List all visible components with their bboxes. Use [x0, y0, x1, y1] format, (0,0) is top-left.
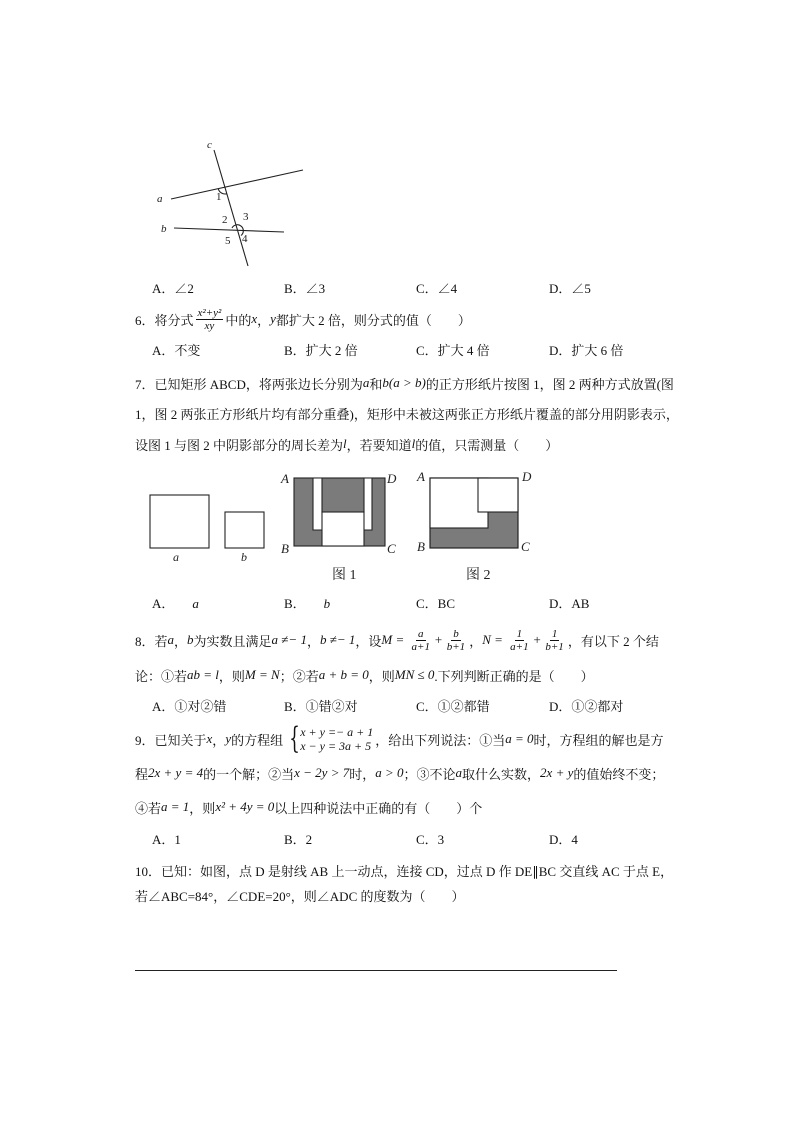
q9-text: 时，方程组的解也是方 — [533, 732, 664, 748]
option-value: 扩大 6 倍 — [571, 343, 624, 358]
q9-option-d — [549, 831, 578, 849]
figure-2 — [416, 469, 532, 583]
q6-option-b — [284, 342, 358, 360]
equation-system — [285, 721, 374, 756]
q8-math: a + b = 0 — [318, 667, 369, 682]
figure-2-small-square — [478, 478, 518, 512]
option-label: B． — [284, 699, 306, 714]
q9-math: a > 0 — [375, 765, 404, 780]
q9-text: ④若 — [135, 800, 162, 816]
q10-stem-line-1 — [135, 861, 673, 879]
q8-math: MN ≤ 0 — [394, 667, 435, 682]
q6-math: x — [251, 311, 258, 326]
q8-text: ，有以下 2 个结 — [567, 633, 659, 649]
figure-2-label-b: B — [417, 539, 425, 554]
q8-option-d — [549, 698, 623, 716]
q9-option-c — [416, 831, 444, 849]
option-value: BC — [437, 596, 456, 611]
q9-text: 时， — [349, 766, 376, 782]
figure-2-caption: 图 2 — [466, 568, 491, 583]
q8-math: M = N — [244, 667, 280, 682]
q8-math: + — [433, 632, 443, 647]
option-value: ①②都错 — [437, 699, 490, 714]
q9-stem-line-3 — [135, 798, 482, 816]
label-angle-3: 3 — [243, 211, 249, 223]
line-c — [214, 150, 248, 266]
option-label: B． — [284, 281, 306, 296]
option-label: A． — [152, 281, 175, 296]
q8-text: ，设 — [355, 633, 382, 649]
q7-text: 7．已知矩形 ABCD，将两张边长分别为 — [135, 376, 363, 392]
q5-option-c — [416, 280, 457, 298]
option-value: 扩大 2 倍 — [305, 343, 358, 358]
q8-math: M = — [381, 632, 408, 647]
option-label: B． — [284, 832, 306, 847]
q8-math: ab = l — [187, 667, 219, 682]
q8-fraction — [508, 628, 530, 653]
figure-1-label-d: D — [387, 471, 397, 486]
line-a — [171, 170, 303, 199]
q8-text: ， — [174, 633, 188, 649]
label-angle-1: 1 — [216, 191, 222, 203]
option-value: a — [192, 596, 199, 611]
q5-option-d — [549, 280, 591, 298]
option-label: D． — [549, 343, 572, 358]
q9-text: ，则 — [189, 800, 216, 816]
label-angle-4: 4 — [242, 233, 248, 245]
q8-math: b ≠− 1 — [319, 632, 356, 647]
option-value: ∠2 — [174, 281, 194, 296]
q8-math: a — [167, 632, 175, 647]
option-value: 扩大 4 倍 — [437, 343, 490, 358]
fraction-denominator: xy — [204, 319, 215, 332]
q7-math: b(a > b) — [382, 375, 426, 390]
q7-math: a — [362, 375, 370, 390]
footnote-divider — [135, 970, 617, 971]
square-b — [225, 512, 264, 548]
q7-text: 设图 1 与图 2 中阴影部分的周长差为 — [135, 437, 344, 453]
option-label: D． — [549, 832, 572, 847]
square-a — [150, 495, 209, 548]
fraction-numerator: x²+y² — [197, 306, 222, 319]
q8-text: .下列判断正确的是（ ） — [434, 668, 594, 684]
q7-stem-line-1 — [135, 374, 674, 392]
q9-math: a = 0 — [505, 731, 534, 746]
q9-text: 的方程组 — [231, 732, 284, 748]
figure-1 — [280, 471, 397, 583]
option-label: B． — [284, 596, 306, 611]
option-label: B． — [284, 343, 306, 358]
option-label: D． — [549, 699, 572, 714]
fraction-numerator: 1 — [551, 627, 558, 640]
q8-math: N = — [482, 632, 507, 647]
option-label: C． — [416, 832, 438, 847]
q6-fraction — [196, 307, 224, 332]
q6-option-c — [416, 342, 490, 360]
q7-option-d — [549, 595, 589, 613]
q9-text: ， — [212, 732, 226, 748]
q6-stem — [135, 305, 471, 333]
fraction-denominator: b+1 — [446, 640, 466, 653]
q8-text: 论：①若 — [135, 668, 188, 684]
q9-stem-line-1 — [135, 723, 664, 755]
q8-option-a — [152, 698, 226, 716]
q10-stem-line-2 — [135, 886, 465, 904]
q6-math: y — [270, 311, 276, 326]
q9-text: 以上四种说法中正确的有（ ）个 — [274, 800, 483, 816]
q8-option-c — [416, 698, 490, 716]
option-label: C． — [416, 699, 438, 714]
figure-1-label-b: B — [281, 541, 289, 556]
q8-text: 为实数且满足 — [193, 633, 272, 649]
q8-fraction — [445, 628, 467, 653]
q9-math: x² + 4y = 0 — [215, 799, 275, 814]
q9-text: 的值始终不变； — [573, 766, 665, 782]
q7-text: 的值，只需测量（ ） — [415, 437, 559, 453]
q8-stem-line-2 — [135, 666, 594, 684]
intersecting-lines-diagram — [150, 135, 310, 270]
q6-text: ， — [257, 312, 271, 328]
q8-text: 8．若 — [135, 633, 168, 649]
q6-text: 6．将分式 — [135, 312, 194, 328]
q9-text: ；③不论 — [403, 766, 456, 782]
q9-option-b — [284, 831, 312, 849]
q9-math: y — [225, 731, 232, 746]
q7-text: 1，图 2 两张正方形纸片均有部分重叠)，矩形中未被这两张正方形纸片覆盖的部分用阴影表示， — [135, 406, 679, 422]
option-label: C． — [416, 281, 438, 296]
q5-option-b — [284, 280, 325, 298]
q9-text: 的一个解；②当 — [203, 766, 295, 782]
q9-math: x − 2y > 7 — [294, 765, 350, 780]
q7-figures — [140, 465, 540, 590]
figure-1-caption: 图 1 — [332, 568, 357, 583]
line-b — [174, 228, 284, 232]
q9-math: x — [206, 731, 213, 746]
option-value: 1 — [174, 832, 181, 847]
fraction-denominator: a+1 — [510, 640, 529, 653]
option-value: 4 — [571, 832, 578, 847]
q8-math: a ≠− 1 — [271, 632, 307, 647]
q7-text: ，若要知道 — [346, 437, 412, 453]
option-value: ∠4 — [437, 281, 458, 296]
option-value: ①对②错 — [174, 699, 227, 714]
q9-math: a = 1 — [161, 799, 190, 814]
option-value: 2 — [305, 832, 313, 847]
system-equation-1: x + y =− a + 1 — [300, 725, 374, 739]
q10-text: 10．已知：如图，点 D 是射线 AB 上一动点，连接 CD，过点 D 作 DE∥BC 交直线 AC 于点 E， — [135, 863, 674, 879]
option-value: 不变 — [174, 343, 201, 358]
q8-fraction — [410, 628, 432, 653]
q8-text: ，则 — [368, 668, 395, 684]
q9-text: 9．已知关于 — [135, 732, 207, 748]
q7-text: 的正方形纸片按图 1，图 2 两种方式放置(图 — [425, 376, 674, 392]
q8-text: ，则 — [218, 668, 245, 684]
q9-math: a — [455, 765, 463, 780]
q9-math: 2x + y = 4 — [148, 765, 204, 780]
option-value: AB — [571, 596, 590, 611]
fraction-numerator: b — [453, 627, 459, 640]
system-brace: { — [289, 721, 300, 756]
q9-option-a — [152, 831, 181, 849]
q7-math: l — [343, 436, 347, 451]
q6-option-d — [549, 342, 623, 360]
option-label: A． — [152, 699, 175, 714]
fraction-numerator: a — [418, 627, 424, 640]
q8-option-b — [284, 698, 358, 716]
q7-stem-line-3 — [135, 435, 558, 453]
figure-1-small-square — [322, 512, 364, 546]
figure-2-label-d: D — [522, 469, 532, 484]
q7-stem-line-2 — [135, 404, 679, 422]
q9-text: 程 — [135, 766, 149, 782]
option-value: ①②都对 — [571, 699, 624, 714]
q8-stem-line-1 — [135, 625, 659, 655]
q8-math: b — [187, 632, 194, 647]
q8-math: + — [532, 632, 542, 647]
label-angle-5: 5 — [225, 235, 231, 247]
option-label: C． — [416, 596, 438, 611]
q6-option-a — [152, 342, 200, 360]
q9-math: 2x + y — [540, 765, 574, 780]
q6-text: 都扩大 2 倍，则分式的值（ ） — [275, 312, 471, 328]
fraction-numerator: 1 — [516, 627, 523, 640]
q5-option-a — [152, 280, 194, 298]
q8-text: ， — [306, 633, 320, 649]
figure-1-label-c: C — [387, 541, 396, 556]
option-label: A． — [152, 596, 175, 611]
q9-text: 取什么实数， — [462, 766, 541, 782]
q8-text: ；②若 — [279, 668, 319, 684]
square-b-label: b — [241, 550, 247, 564]
option-value: ∠3 — [305, 281, 326, 296]
figure-1-label-a: A — [281, 471, 289, 486]
q8-fraction — [543, 628, 565, 653]
option-value: ∠5 — [571, 281, 591, 296]
option-label: D． — [549, 281, 572, 296]
q10-text: 若∠ABC=84°，∠CDE=20°，则∠ADC 的度数为（ ） — [135, 888, 465, 904]
label-line-a: a — [157, 193, 163, 205]
option-value: b — [323, 596, 331, 611]
option-label: A． — [152, 832, 175, 847]
fraction-denominator: b+1 — [545, 640, 564, 653]
label-line-c: c — [207, 139, 212, 151]
q7-option-a — [152, 595, 199, 613]
q7-math: l — [411, 436, 416, 451]
q8-text: ， — [469, 633, 483, 649]
figure-2-label-c: C — [521, 539, 530, 554]
option-value: ①错②对 — [305, 699, 358, 714]
q7-option-b — [284, 595, 330, 613]
q7-text: 和 — [369, 376, 383, 392]
square-a-label: a — [173, 550, 179, 564]
q6-text: 中的 — [225, 312, 252, 328]
q9-text: ，给出下列说法：①当 — [375, 732, 506, 748]
option-label: A． — [152, 343, 175, 358]
system-equations — [300, 725, 373, 753]
option-value: 3 — [437, 832, 445, 847]
system-equation-2: x − y = 3a + 5 — [300, 739, 372, 753]
fraction-denominator: a+1 — [411, 640, 430, 653]
figure-2-label-a: A — [417, 469, 425, 484]
label-line-b: b — [161, 223, 167, 235]
option-label: D． — [549, 596, 572, 611]
q9-stem-line-2 — [135, 764, 664, 782]
q7-option-c — [416, 595, 455, 613]
option-label: C． — [416, 343, 438, 358]
label-angle-2: 2 — [222, 214, 228, 226]
